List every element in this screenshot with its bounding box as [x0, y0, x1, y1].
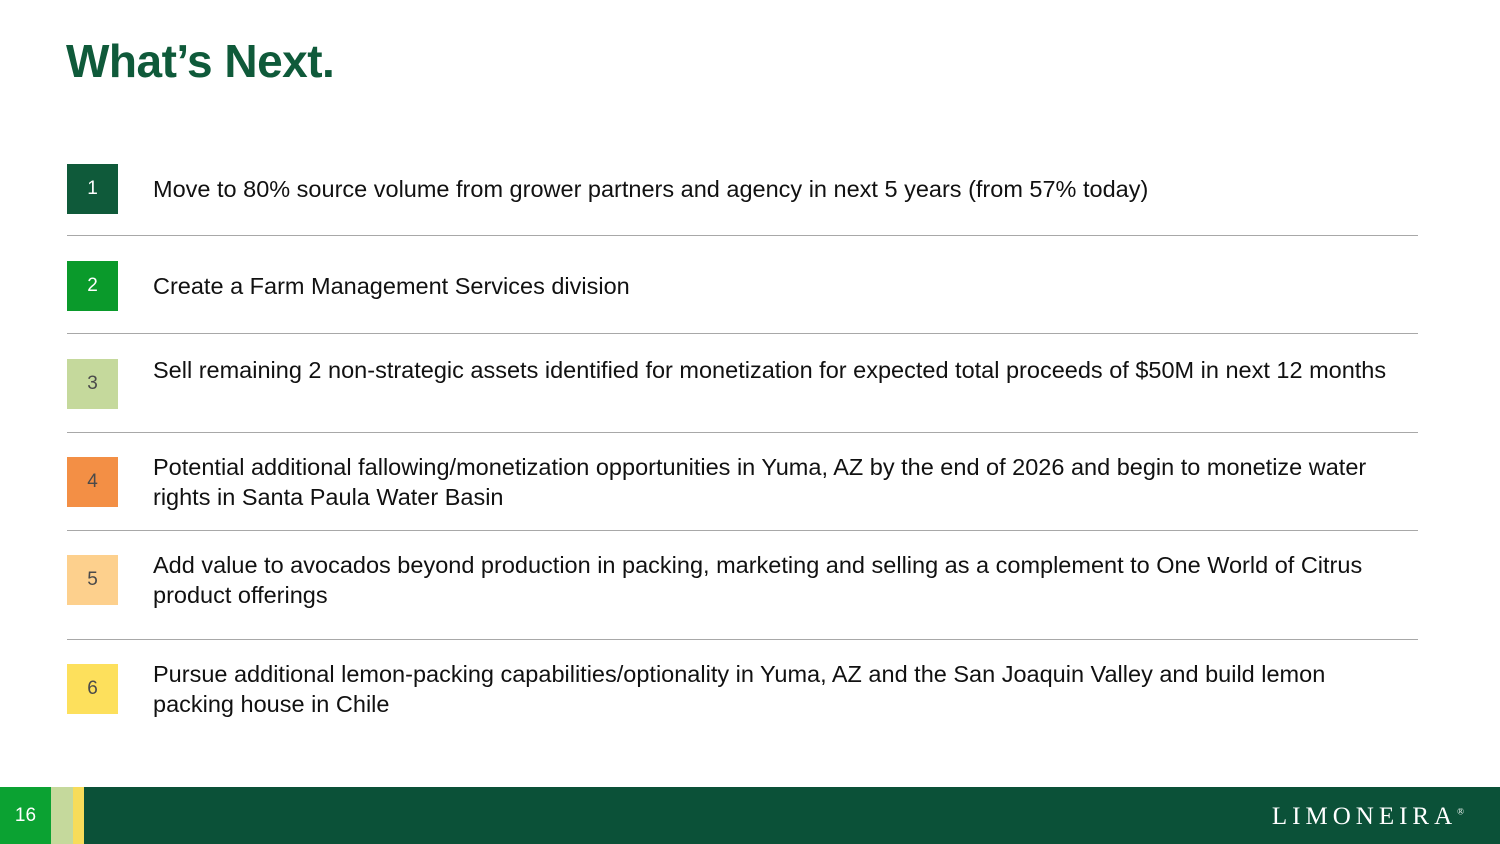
- item-number-badge: 2: [67, 261, 118, 311]
- item-number-badge: 3: [67, 359, 118, 409]
- item-text: Pursue additional lemon-packing capabilities/optionality in Yuma, AZ and the San Joaquin Valley and build lemon packing house in Chile: [153, 661, 1326, 717]
- divider: [67, 432, 1418, 433]
- item-number-badge: 6: [67, 664, 118, 714]
- item-number-badge: 1: [67, 164, 118, 214]
- footer-bar: [0, 787, 1500, 844]
- item-number-badge: 4: [67, 457, 118, 507]
- footer-stripe: [73, 787, 84, 844]
- item-text: Sell remaining 2 non-strategic assets identified for monetization for expected total proceeds of $50M in next 12 months: [153, 357, 1387, 383]
- item-text: Add value to avocados beyond production in packing, marketing and selling as a complement to One World of Citrus product offerings: [153, 552, 1363, 608]
- divider: [67, 235, 1418, 236]
- divider: [67, 639, 1418, 640]
- item-number-badge: 5: [67, 555, 118, 605]
- page-title: What’s Next.: [66, 35, 335, 87]
- page-number: 16: [0, 787, 51, 844]
- footer-stripe: [51, 787, 73, 844]
- item-text: Create a Farm Management Services division: [153, 273, 630, 299]
- divider: [67, 333, 1418, 334]
- item-text: Move to 80% source volume from grower partners and agency in next 5 years (from 57% today): [153, 176, 1149, 202]
- company-logo: LIMONEIRA®: [1271, 803, 1464, 830]
- item-text: Potential additional fallowing/monetization opportunities in Yuma, AZ by the end of 2026 and begin to monetize water rights in Santa Paula Water Basin: [153, 454, 1367, 510]
- divider: [67, 530, 1418, 531]
